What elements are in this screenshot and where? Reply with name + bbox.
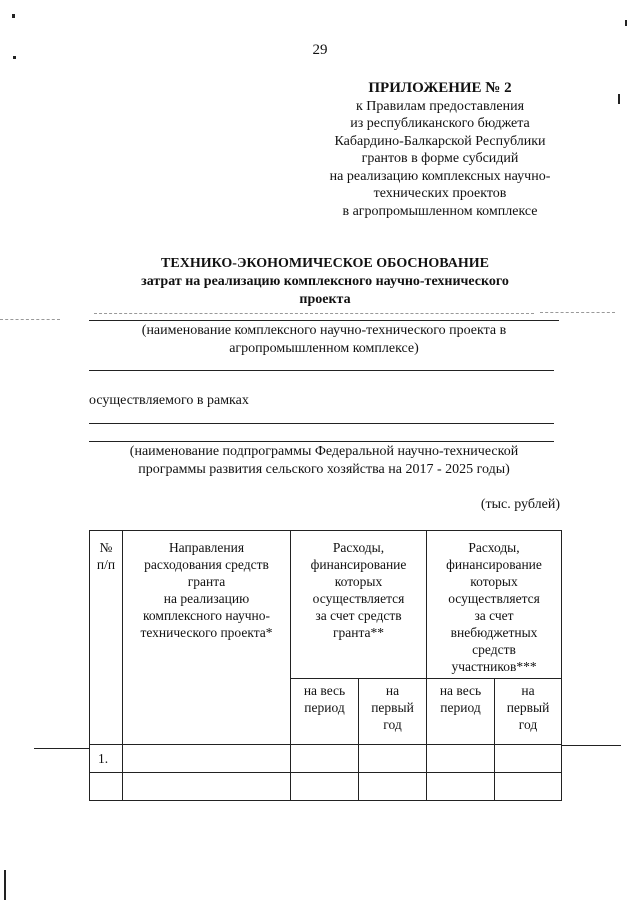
header-text: финансирование [310, 557, 407, 572]
header-text: за счет средств [315, 608, 402, 623]
units-label: (тыс. рублей) [480, 497, 560, 512]
scan-dash [0, 319, 60, 320]
appendix-line: в агропромышленном комплексе [342, 203, 538, 219]
header-text: гранта** [332, 625, 385, 640]
page-number: 29 [312, 42, 328, 58]
subheader-grant-first-year [359, 679, 427, 745]
appendix-line: грантов в форме субсидий [361, 151, 519, 166]
header-text: Расходы, [468, 540, 520, 555]
table-cell [427, 745, 495, 773]
project-name-line [89, 320, 559, 321]
header-text: на реализацию [163, 591, 250, 606]
header-num [90, 531, 123, 745]
caption-line: агропромышленном комплексе) [229, 341, 419, 356]
appendix-title: ПРИЛОЖЕНИЕ № 2 [368, 80, 512, 96]
header-direction [123, 531, 291, 745]
table-row [90, 745, 562, 773]
table-cell [291, 773, 359, 801]
header-text: Расходы, [332, 540, 385, 555]
subprogram-name-line [89, 441, 554, 442]
header-text: участников*** [451, 659, 537, 674]
subheader-extra-whole-period [427, 679, 495, 745]
caption-line: (наименование комплексного научно-технического проекта в [141, 323, 507, 338]
header-text: средств [472, 642, 516, 657]
header-text: № [99, 540, 113, 555]
header-text: осуществляется [448, 591, 540, 606]
header-extrabudgetary-expenses [427, 531, 562, 679]
scan-dash [540, 312, 615, 313]
subheader-text: первый [506, 700, 550, 715]
title-sub: проекта [299, 292, 351, 307]
subheader-text: на весь [303, 683, 346, 698]
caption-line: программы развития сельского хозяйства на 2017 - 2025 годы) [138, 462, 510, 477]
title-main: ТЕХНИКО-ЭКОНОМИЧЕСКОЕ ОБОСНОВАНИЕ [161, 256, 489, 271]
row-number: 1. [90, 745, 123, 773]
title-sub: затрат на реализацию комплексного научно-технического [141, 274, 509, 289]
appendix-block [300, 80, 580, 220]
subheader-text: период [440, 700, 481, 715]
scan-line [34, 748, 90, 749]
scan-speck [618, 94, 620, 104]
table-cell [427, 773, 495, 801]
table-cell [123, 773, 291, 801]
header-text: комплексного научно- [143, 608, 270, 623]
subheader-grant-whole-period [291, 679, 359, 745]
scan-speck [625, 20, 627, 26]
header-text: гранта [187, 574, 226, 589]
scan-speck [12, 14, 15, 18]
table-cell [495, 773, 562, 801]
scan-speck [4, 870, 6, 900]
subheader-extra-first-year [495, 679, 562, 745]
scan-line [561, 745, 621, 746]
subheader-text: на [385, 683, 400, 698]
scan-dash [94, 313, 534, 314]
table-cell [359, 745, 427, 773]
header-text: внебюджетных [450, 625, 538, 640]
project-caption [89, 322, 559, 358]
table-row [90, 773, 562, 801]
table-cell [495, 745, 562, 773]
appendix-line: к Правилам предоставления [355, 98, 525, 114]
header-grant-expenses [291, 531, 427, 679]
subheader-text: год [383, 717, 402, 732]
subheader-text: на [521, 683, 535, 698]
header-text: финансирование [446, 557, 542, 572]
header-text: осуществляется [312, 591, 405, 606]
appendix-line: технических проектов [373, 186, 507, 201]
subheader-text: год [518, 717, 538, 732]
table-cell [123, 745, 291, 773]
subprogram-caption [89, 443, 559, 479]
within-label: осуществляемого в рамках [89, 393, 249, 408]
table-cell [291, 745, 359, 773]
header-text: п/п [96, 557, 116, 572]
header-text: расходования средств [144, 557, 269, 572]
appendix-line: Кабардино-Балкарской Республики [334, 133, 546, 149]
table-cell [359, 773, 427, 801]
blank-line [89, 423, 554, 424]
subheader-text: на весь [439, 683, 482, 698]
blank-line [89, 370, 554, 371]
subheader-text: период [304, 700, 345, 715]
header-text: Направления [168, 540, 245, 555]
subheader-text: первый [371, 700, 414, 715]
appendix-line: на реализацию комплексных научно- [329, 168, 551, 184]
document-title [90, 255, 560, 309]
appendix-line: из республиканского бюджета [350, 116, 530, 131]
header-text: которых [334, 574, 383, 589]
header-text: которых [470, 574, 518, 589]
header-text: технического проекта* [140, 625, 273, 640]
header-text: за счет [474, 608, 514, 623]
caption-line: (наименование подпрограммы Федеральной научно-технической [129, 444, 519, 459]
expense-table [89, 530, 562, 801]
row-number [90, 773, 123, 801]
